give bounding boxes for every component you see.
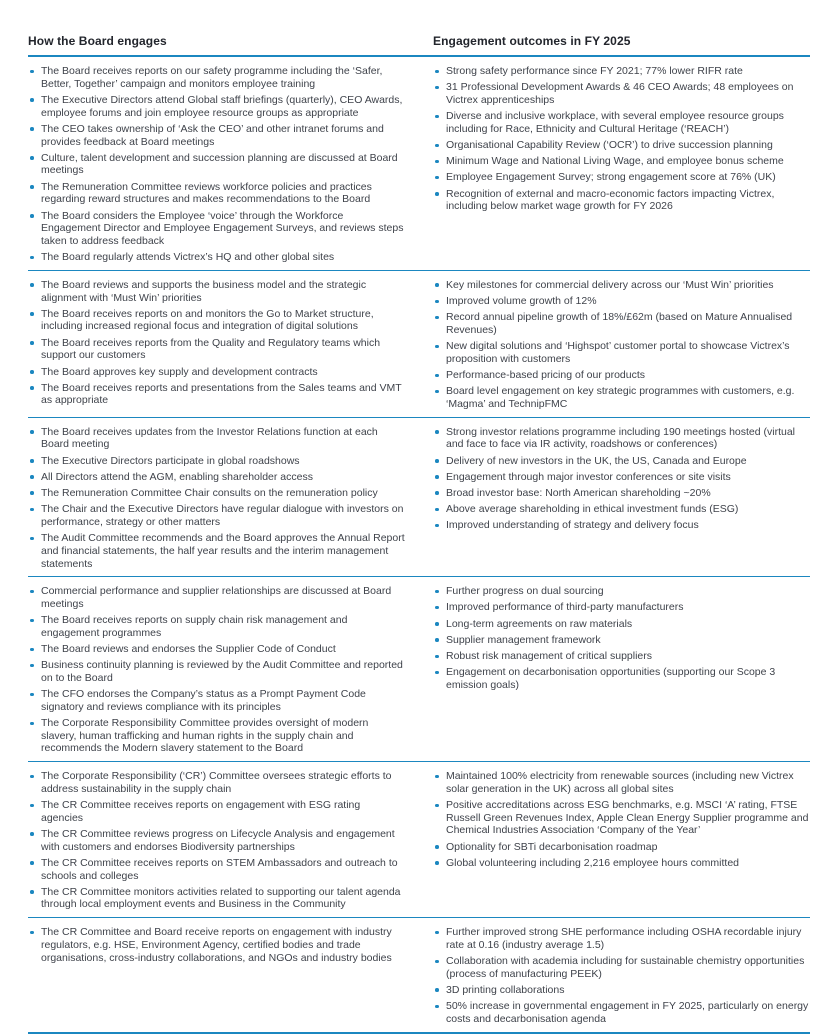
list-item bbox=[28, 688, 405, 713]
bullet-icon bbox=[435, 176, 439, 180]
list-item bbox=[28, 614, 405, 639]
list-item-text: The Board receives updates from the Investor Relations function at each Board meeting bbox=[41, 425, 378, 451]
bullet-icon bbox=[30, 341, 34, 345]
bullet-icon bbox=[30, 283, 34, 287]
bullet-icon bbox=[435, 300, 439, 304]
list-item-text: Robust risk management of critical suppliers bbox=[446, 650, 653, 663]
column-header-how-board-engages: How the Board engages bbox=[28, 34, 167, 48]
list-item-text: Collaboration with academia including for sustainable chemistry opportunities (process of manufacturing PEEK) bbox=[446, 955, 805, 980]
section-row-investors bbox=[28, 418, 810, 578]
list-item-text: Performance-based pricing of our products bbox=[446, 369, 646, 382]
list-item bbox=[433, 369, 810, 382]
list-item-text: The Board receives reports on our safety programme including the ‘Safer, Better, Together’ campaign and monitors employee training bbox=[41, 65, 383, 90]
list-item bbox=[433, 340, 810, 365]
section-row-customers bbox=[28, 271, 810, 418]
bullet-icon bbox=[435, 430, 439, 434]
list-item bbox=[433, 487, 810, 500]
list-item bbox=[28, 279, 405, 304]
list-item-text: The Chair and the Executive Directors have regular dialogue with investors on performance, strategy or other matters bbox=[41, 503, 404, 528]
list-item bbox=[433, 188, 810, 213]
list-item-text: The Board reviews and endorses the Supplier Code of Conduct bbox=[41, 643, 336, 656]
list-item-text: The Audit Committee recommends and the Board approves the Annual Report and financial statements, the half year results and the interim management statements bbox=[41, 532, 405, 570]
list-item bbox=[433, 455, 810, 468]
list-item-text: The CR Committee receives reports on engagement with ESG rating agencies bbox=[41, 799, 361, 824]
list-item bbox=[433, 295, 810, 308]
list-item-text: Diverse and inclusive workplace, with several employee resource groups including for Race, Ethnicity and Cultural Heritage (‘REACH’) bbox=[446, 110, 784, 135]
list-item-text: Board level engagement on key strategic programmes with customers, e.g. ‘Magma’ and TechnipFMC bbox=[446, 385, 795, 410]
list-item bbox=[433, 650, 810, 663]
list-item-text: The CEO takes ownership of ‘Ask the CEO’ and other intranet forums and provides feedback at Board meetings bbox=[41, 122, 384, 148]
list-item bbox=[433, 426, 810, 451]
list-item bbox=[433, 955, 810, 980]
list-item-text: 3D printing collaborations bbox=[446, 983, 565, 996]
list-item-text: Above average shareholding in ethical investment funds (ESG) bbox=[446, 503, 739, 516]
bullet-icon bbox=[30, 537, 34, 541]
list-item-text: The Board regularly attends Victrex’s HQ and other global sites bbox=[41, 251, 335, 264]
list-item-text: The Corporate Responsibility Committee provides oversight of modern slavery, human trafficking and human rights in the supply chain and recommends the Modern slavery statement to the Board bbox=[41, 717, 369, 755]
bullet-list-left bbox=[28, 926, 405, 1025]
list-item bbox=[433, 110, 810, 135]
section-row-workforce bbox=[28, 57, 810, 271]
list-item-text: Global volunteering including 2,216 employee hours committed bbox=[446, 856, 740, 869]
bullet-icon bbox=[435, 390, 439, 394]
list-item-text: Broad investor base: North American shareholding ~20% bbox=[446, 486, 711, 499]
list-item bbox=[433, 926, 810, 951]
bullet-icon bbox=[30, 861, 34, 865]
list-item-text: The Board reviews and supports the business model and the strategic alignment with ‘Must Win’ priorities bbox=[41, 278, 367, 304]
list-item-text: Further progress on dual sourcing bbox=[446, 585, 604, 598]
list-item-text: Delivery of new investors in the UK, the US, Canada and Europe bbox=[446, 454, 747, 467]
bullet-icon bbox=[30, 832, 34, 836]
bullet-icon bbox=[435, 804, 439, 808]
column-header-engagement-outcomes: Engagement outcomes in FY 2025 bbox=[433, 34, 631, 48]
list-item bbox=[433, 81, 810, 106]
bullet-icon bbox=[435, 115, 439, 119]
bullet-icon bbox=[30, 664, 34, 668]
list-item-text: Further improved strong SHE performance including OSHA recordable injury rate at 0.16 (industry average 1.5) bbox=[446, 926, 802, 951]
list-item-text: The Board considers the Employee ‘voice’ through the Workforce Engagement Director and Employee Engagement Surveys, and reviews steps taken to address feedback bbox=[41, 209, 404, 247]
list-item-text: Key milestones for commercial delivery across our ‘Must Win’ priorities bbox=[446, 278, 774, 291]
list-item bbox=[28, 455, 405, 468]
bullet-icon bbox=[435, 283, 439, 287]
bullet-list-right bbox=[433, 426, 810, 571]
list-item bbox=[433, 799, 810, 837]
list-item-text: Employee Engagement Survey; strong engagement score at 76% (UK) bbox=[446, 171, 776, 184]
bullet-list-right bbox=[433, 585, 810, 755]
list-item bbox=[433, 519, 810, 532]
bullet-icon bbox=[30, 459, 34, 463]
list-item bbox=[28, 532, 405, 570]
list-item bbox=[433, 385, 810, 410]
bullet-icon bbox=[435, 622, 439, 626]
bullet-icon bbox=[30, 619, 34, 623]
list-item bbox=[28, 210, 405, 248]
list-item bbox=[433, 171, 810, 184]
bullet-icon bbox=[435, 861, 439, 865]
list-item bbox=[28, 886, 405, 911]
section-row-suppliers bbox=[28, 577, 810, 762]
bullet-icon bbox=[435, 590, 439, 594]
bullet-icon bbox=[30, 508, 34, 512]
list-item-text: Minimum Wage and National Living Wage, and employee bonus scheme bbox=[446, 155, 784, 168]
list-item-text: Optionality for SBTi decarbonisation roadmap bbox=[446, 840, 658, 853]
bullet-icon bbox=[435, 988, 439, 992]
bullet-icon bbox=[30, 590, 34, 594]
list-item bbox=[28, 251, 405, 264]
list-item-text: Recognition of external and macro-economic factors impacting Victrex, including below market wage growth for FY 2026 bbox=[446, 187, 775, 213]
bullet-icon bbox=[30, 693, 34, 697]
list-item-text: Supplier management framework bbox=[446, 633, 601, 646]
list-item-text: The CR Committee receives reports on STEM Ambassadors and outreach to schools and colleges bbox=[41, 856, 398, 882]
list-item-text: Maintained 100% electricity from renewable sources (including new Victrex solar generation in the UK) across all global sites bbox=[446, 770, 794, 795]
list-item bbox=[28, 426, 405, 451]
list-item-text: The CR Committee reviews progress on Lifecycle Analysis and engagement with customers and endorses Biodiversity partnerships bbox=[41, 827, 395, 853]
bullet-icon bbox=[435, 638, 439, 642]
list-item bbox=[433, 618, 810, 631]
list-item-text: Engagement on decarbonisation opportunities (supporting our Scope 3 emission goals) bbox=[446, 666, 776, 691]
list-item-text: Business continuity planning is reviewed by the Audit Committee and reported on to the Board bbox=[41, 659, 403, 684]
bullet-icon bbox=[435, 475, 439, 479]
bullet-list-right bbox=[433, 926, 810, 1025]
bullet-list-right bbox=[433, 65, 810, 264]
list-item bbox=[433, 585, 810, 598]
list-item bbox=[433, 666, 810, 691]
bullet-icon bbox=[435, 845, 439, 849]
table-header-row bbox=[28, 34, 810, 57]
list-item-text: Commercial performance and supplier relationships are discussed at Board meetings bbox=[41, 585, 392, 610]
bullet-icon bbox=[30, 775, 34, 779]
list-item bbox=[28, 366, 405, 379]
list-item-text: 50% increase in governmental engagement in FY 2025, particularly on energy costs and decarbonisation agenda bbox=[446, 1000, 809, 1025]
list-item bbox=[433, 841, 810, 854]
bullet-list-left bbox=[28, 426, 405, 571]
bullet-icon bbox=[30, 804, 34, 808]
list-item bbox=[28, 181, 405, 206]
list-item bbox=[28, 926, 405, 964]
list-item-text: Improved volume growth of 12% bbox=[446, 295, 597, 308]
list-item bbox=[28, 799, 405, 824]
bullet-icon bbox=[30, 890, 34, 894]
list-item bbox=[433, 857, 810, 870]
bullet-icon bbox=[435, 524, 439, 528]
bullet-icon bbox=[30, 931, 34, 935]
list-item bbox=[28, 585, 405, 610]
bullet-icon bbox=[435, 345, 439, 349]
bullet-icon bbox=[30, 475, 34, 479]
list-item-text: The Board receives reports and presentations from the Sales teams and VMT as appropriate bbox=[41, 381, 402, 407]
section-row-community-environment bbox=[28, 762, 810, 918]
list-item bbox=[28, 123, 405, 148]
list-item-text: The CR Committee monitors activities related to supporting our talent agenda through local employment events and Business in the Community bbox=[41, 885, 401, 911]
list-item-text: All Directors attend the AGM, enabling shareholder access bbox=[41, 470, 313, 483]
bullet-list-right bbox=[433, 279, 810, 411]
list-item-text: Long-term agreements on raw materials bbox=[446, 617, 633, 630]
bullet-icon bbox=[30, 156, 34, 160]
bullet-icon bbox=[30, 491, 34, 495]
list-item-text: The Board receives reports on and monitors the Go to Market structure, including increased regional focus and integration of digital solutions bbox=[41, 307, 374, 333]
bullet-icon bbox=[30, 214, 34, 218]
bullet-icon bbox=[30, 312, 34, 316]
list-item bbox=[28, 717, 405, 755]
bullet-icon bbox=[435, 508, 439, 512]
bullet-icon bbox=[435, 374, 439, 378]
bullet-icon bbox=[435, 671, 439, 675]
bullet-list-left bbox=[28, 65, 405, 264]
bullet-icon bbox=[30, 386, 34, 390]
list-item bbox=[28, 503, 405, 528]
list-item-text: The Corporate Responsibility (‘CR’) Committee oversees strategic efforts to address sustainability in the supply chain bbox=[41, 770, 392, 795]
list-item bbox=[28, 643, 405, 656]
list-item bbox=[433, 279, 810, 292]
bullet-icon bbox=[30, 70, 34, 74]
list-item-text: The CFO endorses the Company’s status as a Prompt Payment Code signatory and reviews compliance with its principles bbox=[41, 688, 366, 713]
section-row-regulators bbox=[28, 918, 810, 1033]
list-item bbox=[433, 311, 810, 336]
bullet-icon bbox=[435, 606, 439, 610]
bullet-icon bbox=[30, 185, 34, 189]
bullet-list-right bbox=[433, 770, 810, 911]
list-item-text: 31 Professional Development Awards & 46 CEO Awards; 48 employees on Victrex apprenticeships bbox=[446, 81, 794, 106]
list-item bbox=[433, 65, 810, 78]
list-item bbox=[28, 308, 405, 333]
list-item-text: Record annual pipeline growth of 18%/£62m (based on Mature Annualised Revenues) bbox=[446, 311, 793, 336]
list-item-text: The CR Committee and Board receive reports on engagement with industry regulators, e.g. HSE, Environment Agency, certified bodies and trade organisations, cross-industry collaborations, and NGOs and industry bodies bbox=[41, 926, 392, 964]
bullet-icon bbox=[435, 144, 439, 148]
list-item-text: The Board receives reports from the Quality and Regulatory teams which support our customers bbox=[41, 336, 381, 362]
bullet-icon bbox=[435, 931, 439, 935]
list-item bbox=[28, 65, 405, 90]
list-item bbox=[28, 770, 405, 795]
bullet-icon bbox=[435, 491, 439, 495]
list-item bbox=[433, 471, 810, 484]
list-item bbox=[433, 155, 810, 168]
list-item-text: The Board approves key supply and development contracts bbox=[41, 365, 318, 378]
bullet-icon bbox=[435, 192, 439, 196]
bullet-icon bbox=[435, 960, 439, 964]
list-item-text: Strong investor relations programme including 190 meetings hosted (virtual and face to face via IR activity, roadshows or conferences) bbox=[446, 425, 796, 451]
list-item-text: Organisational Capability Review (‘OCR’) to drive succession planning bbox=[446, 139, 773, 152]
bullet-icon bbox=[435, 459, 439, 463]
bullet-list-left bbox=[28, 585, 405, 755]
bullet-icon bbox=[435, 775, 439, 779]
list-item-text: Strong safety performance since FY 2021; 77% lower RIFR rate bbox=[446, 65, 743, 77]
list-item bbox=[28, 152, 405, 177]
list-item-text: The Executive Directors participate in global roadshows bbox=[41, 454, 300, 467]
list-item bbox=[433, 984, 810, 997]
list-item-text: Positive accreditations across ESG benchmarks, e.g. MSCI ‘A’ rating, FTSE Russell Green Revenues Index, Apple Clean Energy Supplier programme and Chemical Industries Association ‘Company of the Year’ bbox=[446, 799, 809, 837]
bullet-icon bbox=[30, 370, 34, 374]
bullet-icon bbox=[435, 1005, 439, 1009]
list-item-text: The Executive Directors attend Global staff briefings (quarterly), CEO Awards, employee forums and join employee resource groups as appropriate bbox=[41, 93, 403, 119]
list-item bbox=[28, 94, 405, 119]
bullet-icon bbox=[435, 70, 439, 74]
list-item-text: Improved performance of third-party manufacturers bbox=[446, 601, 684, 614]
bullet-list-left bbox=[28, 279, 405, 411]
bullet-icon bbox=[30, 648, 34, 652]
list-item bbox=[433, 1000, 810, 1025]
list-item bbox=[433, 770, 810, 795]
list-item-text: Engagement through major investor conferences or site visits bbox=[446, 470, 731, 483]
bullet-icon bbox=[30, 98, 34, 102]
bullet-list-left bbox=[28, 770, 405, 911]
bullet-icon bbox=[435, 160, 439, 164]
list-item bbox=[28, 659, 405, 684]
list-item bbox=[28, 828, 405, 853]
list-item-text: Culture, talent development and succession planning are discussed at Board meetings bbox=[41, 151, 398, 177]
list-item bbox=[28, 857, 405, 882]
list-item-text: The Remuneration Committee reviews workforce policies and practices regarding reward structures and makes recommendations to the Board bbox=[41, 180, 372, 206]
bullet-icon bbox=[435, 316, 439, 320]
list-item bbox=[28, 487, 405, 500]
list-item bbox=[433, 634, 810, 647]
bullet-icon bbox=[435, 655, 439, 659]
list-item bbox=[433, 601, 810, 614]
list-item bbox=[28, 382, 405, 407]
list-item bbox=[433, 139, 810, 152]
list-item bbox=[28, 337, 405, 362]
list-item bbox=[433, 503, 810, 516]
list-item bbox=[28, 471, 405, 484]
bullet-icon bbox=[435, 86, 439, 90]
list-item-text: Improved understanding of strategy and delivery focus bbox=[446, 519, 699, 532]
bullet-icon bbox=[30, 256, 34, 260]
bullet-icon bbox=[30, 722, 34, 726]
list-item-text: The Board receives reports on supply chain risk management and engagement programmes bbox=[41, 614, 348, 639]
bullet-icon bbox=[30, 430, 34, 434]
list-item-text: The Remuneration Committee Chair consults on the remuneration policy bbox=[41, 486, 378, 499]
bullet-icon bbox=[30, 127, 34, 131]
list-item-text: New digital solutions and ‘Highspot’ customer portal to showcase Victrex’s proposition with customers bbox=[446, 340, 790, 365]
